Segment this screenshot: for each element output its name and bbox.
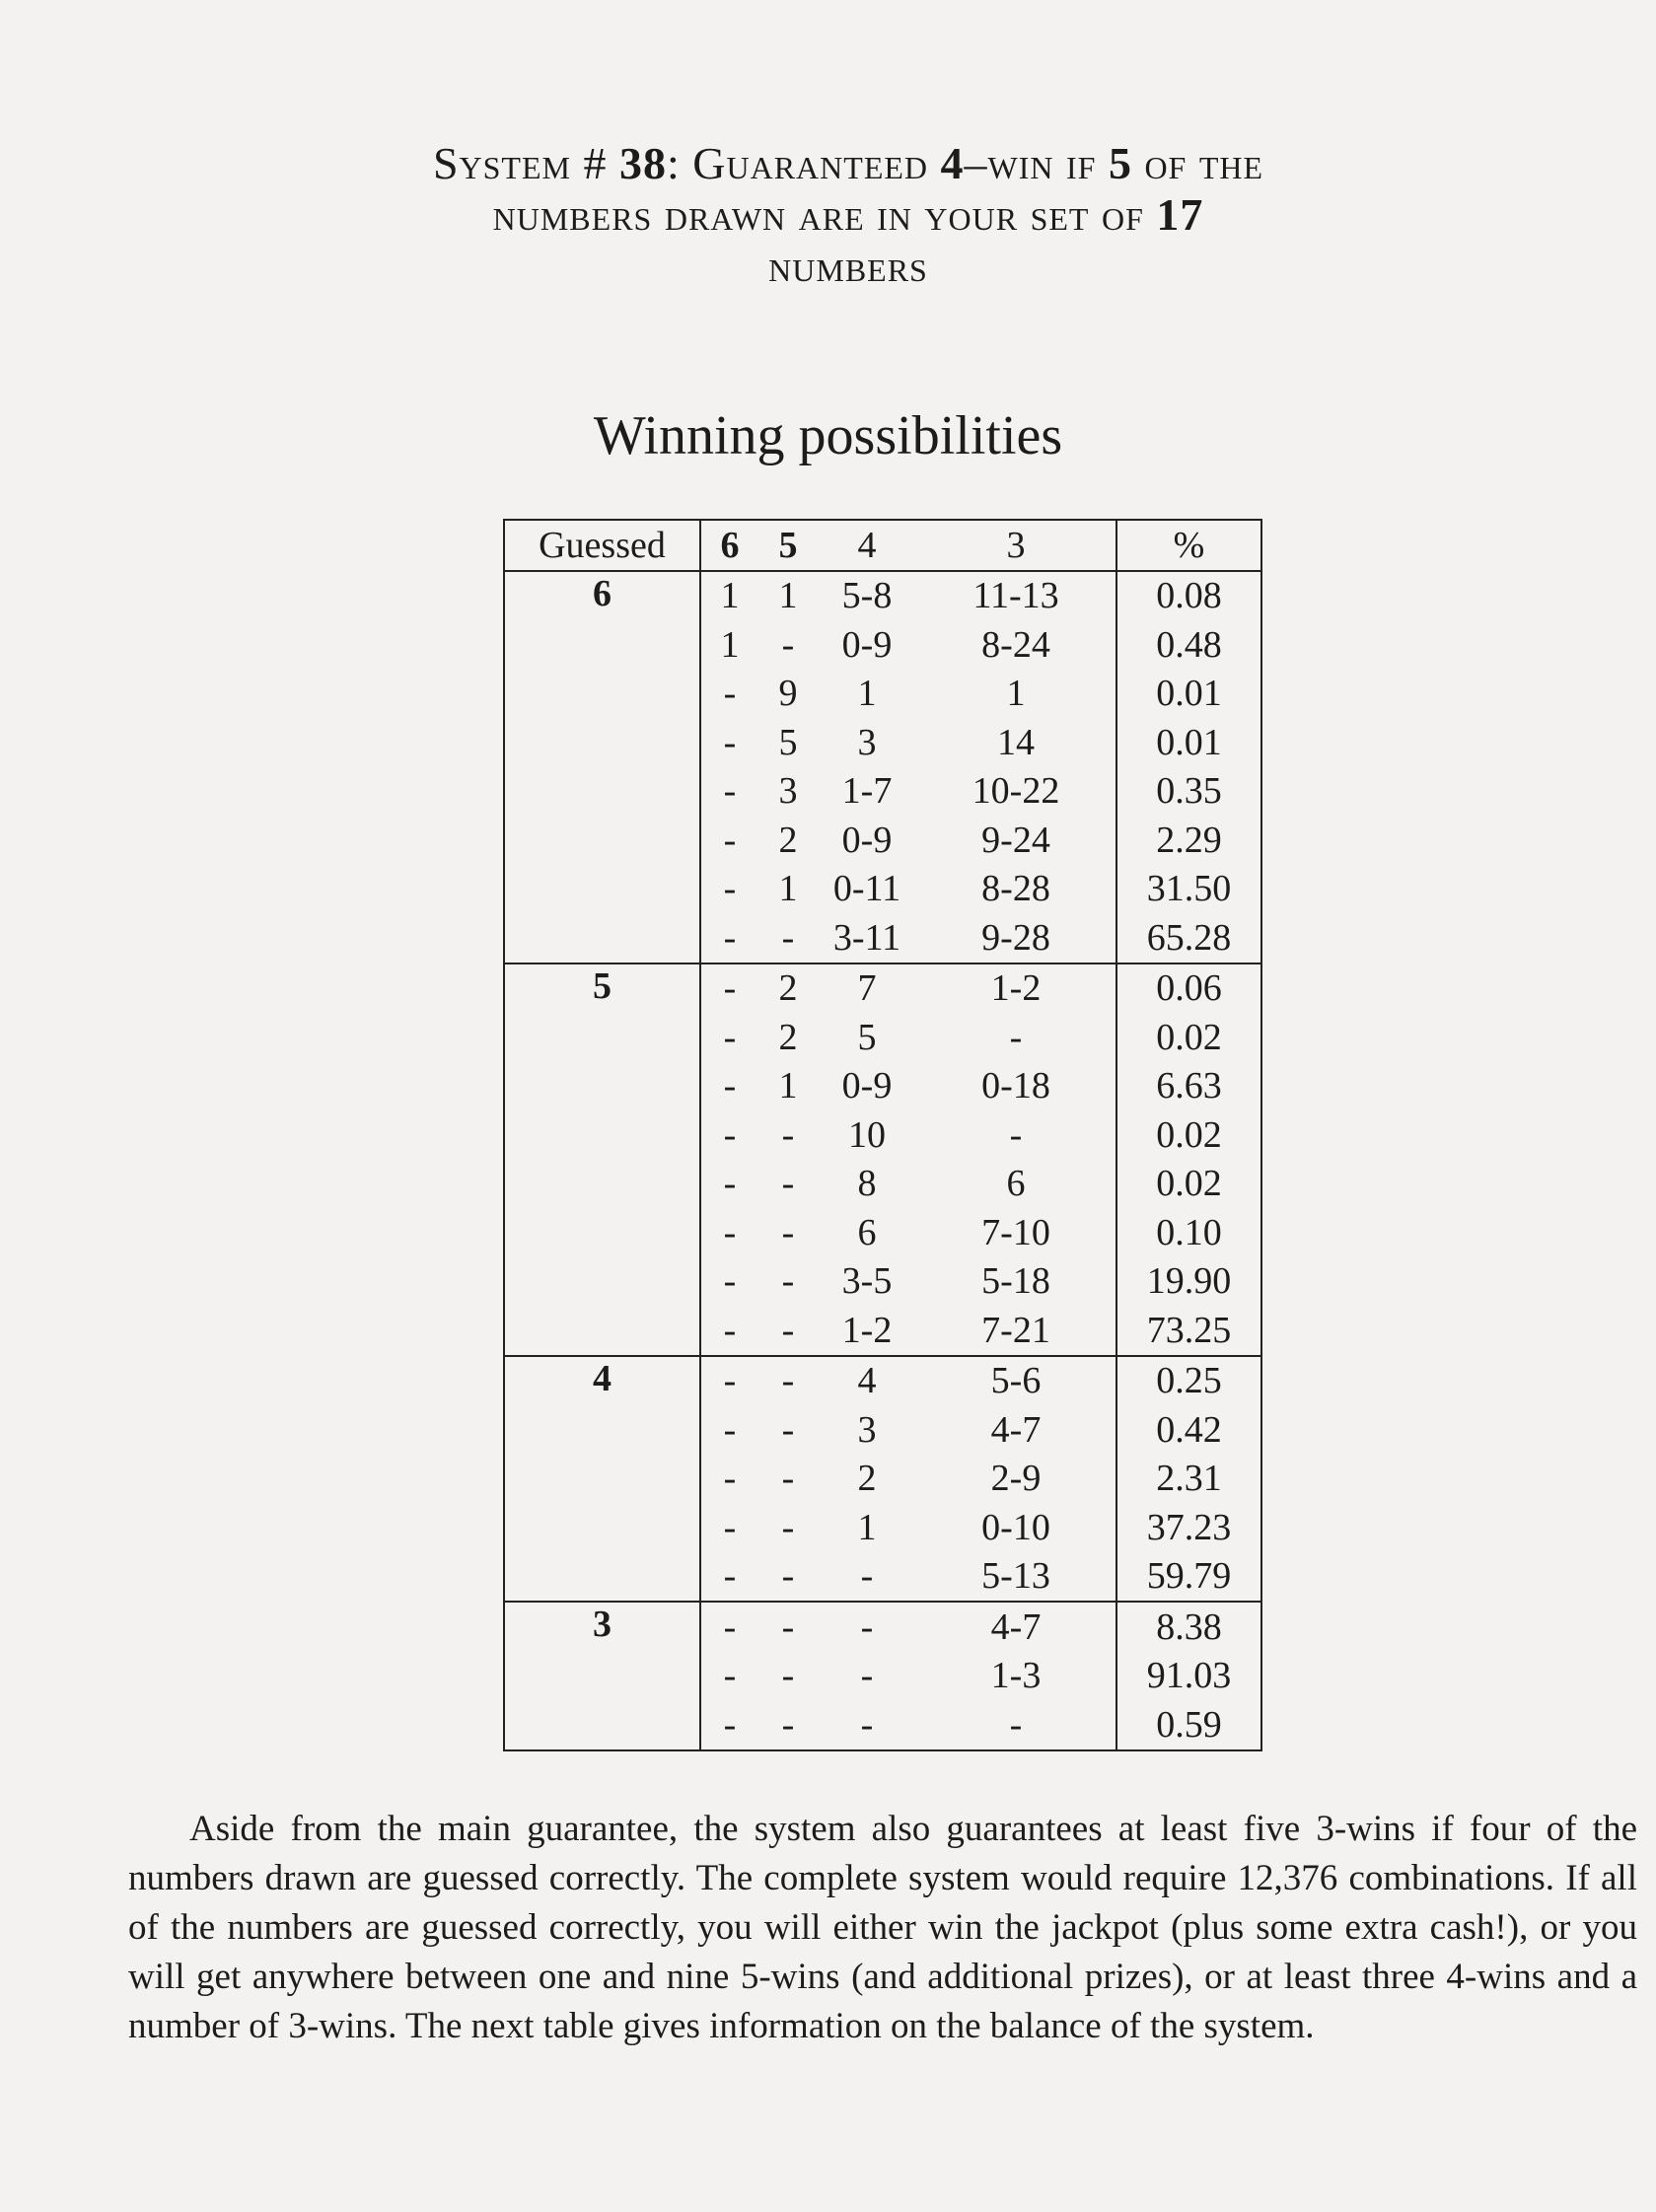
cell-4: 10 <box>848 1113 886 1156</box>
cell-5: - <box>781 1309 795 1351</box>
cell-4: 3-11 <box>832 916 901 959</box>
table-row <box>504 816 1261 865</box>
cell-guessed <box>504 620 700 670</box>
heading-line-1 <box>148 138 1548 189</box>
header-percent: % <box>1116 520 1261 571</box>
cell-3: 8-24 <box>981 623 1050 666</box>
cell-6: - <box>723 1163 737 1205</box>
cell-percent: 65.28 <box>1116 913 1261 963</box>
cell-5: 2 <box>778 819 798 861</box>
cell-percent: 19.90 <box>1116 1257 1261 1307</box>
header-4: 4 <box>818 520 916 571</box>
cell-guessed <box>504 1552 700 1603</box>
cell-4: 3-5 <box>841 1260 893 1303</box>
cell-percent: 0.02 <box>1116 1013 1261 1062</box>
table-row <box>504 1405 1261 1455</box>
cell-percent: 0.35 <box>1116 767 1261 817</box>
cell-4: 3 <box>857 721 877 763</box>
cell-3: - <box>1009 1113 1023 1156</box>
cell-5: 2 <box>758 963 818 1014</box>
cell-percent: 0.25 <box>1116 1356 1261 1406</box>
cell-4: 8 <box>857 1163 877 1205</box>
cell-guessed <box>504 1013 700 1062</box>
cell-4: 7 <box>818 963 916 1014</box>
table-row <box>504 767 1261 817</box>
cell-6: - <box>723 1016 737 1058</box>
cell-3: 6 <box>1006 1163 1026 1205</box>
cell-6: - <box>723 1260 737 1303</box>
table-header-row <box>504 520 1261 571</box>
cell-guessed <box>504 816 700 865</box>
cell-percent: 0.01 <box>1116 718 1261 767</box>
cell-percent: 0.08 <box>1116 571 1261 621</box>
cell-6: - <box>700 1356 758 1406</box>
table-row <box>504 1455 1261 1504</box>
cell-3: 4-7 <box>990 1408 1042 1451</box>
cell-guessed <box>504 1257 700 1307</box>
cell-percent: 0.01 <box>1116 670 1261 719</box>
cell-guessed: 5 <box>504 963 700 1014</box>
heading-text: numbers drawn are in your set of <box>492 189 1157 240</box>
heading-text: : Guaranteed <box>666 138 941 188</box>
cell-5: - <box>758 1602 818 1652</box>
cell-percent: 0.48 <box>1116 620 1261 670</box>
cell-6: - <box>723 1309 737 1351</box>
cell-3: 9-28 <box>981 916 1050 959</box>
table-row <box>504 963 1261 1014</box>
cell-6: - <box>700 1602 758 1652</box>
cell-3: - <box>916 1700 1116 1750</box>
cell-percent: 0.10 <box>1116 1208 1261 1257</box>
cell-percent: 6.63 <box>1116 1062 1261 1111</box>
cell-5: - <box>781 1458 795 1500</box>
heading-line-2 <box>148 189 1548 241</box>
cell-3: 7-10 <box>981 1211 1050 1253</box>
table-group <box>504 571 1261 963</box>
cell-guessed <box>504 1306 700 1356</box>
cell-3: 7-21 <box>981 1309 1050 1351</box>
cell-5: - <box>758 1356 818 1406</box>
cell-5: - <box>781 1655 795 1697</box>
cell-3: 2-9 <box>990 1458 1042 1500</box>
cell-3: 1-3 <box>990 1655 1042 1697</box>
cell-percent: 0.02 <box>1116 1110 1261 1160</box>
cell-6: - <box>700 963 758 1014</box>
heading-text: –win if <box>964 138 1109 188</box>
cell-6: - <box>723 916 737 959</box>
table-row <box>504 1160 1261 1209</box>
table-row <box>504 620 1261 670</box>
heading-line-3: numbers <box>768 241 928 291</box>
table-row <box>504 1652 1261 1701</box>
cell-5: 1 <box>778 868 798 910</box>
cell-5: - <box>781 1211 795 1253</box>
cell-5: - <box>781 1113 795 1156</box>
cell-guessed <box>504 1503 700 1552</box>
cell-guessed <box>504 767 700 817</box>
win-number: 4 <box>940 138 965 188</box>
cell-3: 5-6 <box>916 1356 1116 1406</box>
cell-6: - <box>723 673 737 715</box>
cell-percent: 31.50 <box>1116 865 1261 914</box>
cell-6: - <box>700 1700 758 1750</box>
cell-3: 10-22 <box>972 770 1060 813</box>
cell-percent: 2.31 <box>1116 1455 1261 1504</box>
cell-5: - <box>781 1506 795 1548</box>
cell-6: - <box>723 1113 737 1156</box>
table-row <box>504 1602 1261 1652</box>
table-row <box>504 1208 1261 1257</box>
cell-percent: 0.06 <box>1116 963 1261 1014</box>
table-group <box>504 1356 1261 1603</box>
cell-3: 14 <box>997 721 1035 763</box>
cell-6: - <box>723 1211 737 1253</box>
cell-percent: 37.23 <box>1116 1503 1261 1552</box>
cell-4: 0-9 <box>841 819 893 861</box>
table-row <box>504 1552 1261 1603</box>
table-row <box>504 670 1261 719</box>
cell-4: - <box>860 1555 874 1598</box>
cell-6: - <box>723 1506 737 1548</box>
cell-guessed <box>504 1062 700 1111</box>
cell-percent: 0.59 <box>1116 1700 1261 1750</box>
cell-percent: 8.38 <box>1116 1602 1261 1652</box>
cell-guessed <box>504 718 700 767</box>
cell-guessed <box>504 1455 700 1504</box>
table-row <box>504 1700 1261 1750</box>
table-row <box>504 865 1261 914</box>
cell-6: - <box>723 1655 737 1697</box>
table-row <box>504 571 1261 621</box>
table-group <box>504 1602 1261 1750</box>
cell-4: 4 <box>818 1356 916 1406</box>
cell-guessed <box>504 913 700 963</box>
heading-text: System # <box>432 138 619 188</box>
cell-4: 0-9 <box>841 623 893 666</box>
cell-6: - <box>723 819 737 861</box>
cell-5: - <box>758 1700 818 1750</box>
cell-percent: 0.42 <box>1116 1405 1261 1455</box>
cell-3: 4-7 <box>916 1602 1116 1652</box>
cell-6: - <box>723 1458 737 1500</box>
cell-3: 1 <box>1006 673 1026 715</box>
cell-4: 0-11 <box>832 868 901 910</box>
cell-guessed <box>504 865 700 914</box>
cell-4: 1 <box>857 1506 877 1548</box>
cell-3: 1-2 <box>916 963 1116 1014</box>
cell-3: 0-10 <box>981 1506 1050 1548</box>
cell-percent: 0.02 <box>1116 1160 1261 1209</box>
cell-5: 3 <box>778 770 798 813</box>
cell-4: 0-9 <box>841 1065 893 1107</box>
cell-5: - <box>781 623 795 666</box>
cell-percent: 59.79 <box>1116 1552 1261 1603</box>
cell-4: - <box>860 1655 874 1697</box>
cell-5: - <box>781 916 795 959</box>
cell-percent: 91.03 <box>1116 1652 1261 1701</box>
system-number: 38 <box>618 138 667 188</box>
cell-guessed <box>504 1110 700 1160</box>
table-row <box>504 1062 1261 1111</box>
cell-guessed: 3 <box>504 1602 700 1652</box>
header-guessed: Guessed <box>504 520 700 571</box>
header-6: 6 <box>700 520 758 571</box>
cell-6: - <box>723 1555 737 1598</box>
cell-5: 5 <box>778 721 798 763</box>
cell-5: 1 <box>778 1065 798 1107</box>
table-title: Winning possibilities <box>593 405 1063 466</box>
cell-4: 1-2 <box>841 1309 893 1351</box>
cell-6: - <box>723 1065 737 1107</box>
winning-possibilities-table <box>503 519 1262 1751</box>
table-row <box>504 1013 1261 1062</box>
cell-3: 5-18 <box>981 1260 1050 1303</box>
cell-5: - <box>781 1408 795 1451</box>
table-row <box>504 1110 1261 1160</box>
cell-4: - <box>818 1700 916 1750</box>
page-heading <box>148 138 1548 292</box>
cell-percent: 2.29 <box>1116 816 1261 865</box>
header-3: 3 <box>916 520 1116 571</box>
cell-6: 1 <box>720 623 740 666</box>
table-row <box>504 913 1261 963</box>
cell-4: 5-8 <box>818 571 916 621</box>
cell-3: 9-24 <box>981 819 1050 861</box>
cell-4: - <box>818 1602 916 1652</box>
cell-5: 1 <box>758 571 818 621</box>
cell-3: 0-18 <box>981 1065 1050 1107</box>
heading-text: of the <box>1131 138 1264 188</box>
cell-guessed <box>504 1208 700 1257</box>
table-row <box>504 1306 1261 1356</box>
table-row <box>504 1503 1261 1552</box>
cell-5: 9 <box>778 673 798 715</box>
cell-4: 5 <box>857 1016 877 1058</box>
cell-4: 2 <box>857 1458 877 1500</box>
cell-guessed <box>504 670 700 719</box>
cell-5: - <box>781 1260 795 1303</box>
header-5: 5 <box>758 520 818 571</box>
drawn-number: 5 <box>1108 138 1132 188</box>
table-row <box>504 1356 1261 1406</box>
cell-6: - <box>723 868 737 910</box>
cell-6: - <box>723 770 737 813</box>
cell-4: 1 <box>857 673 877 715</box>
cell-6: 1 <box>700 571 758 621</box>
cell-guessed <box>504 1652 700 1701</box>
cell-5: 2 <box>778 1016 798 1058</box>
cell-3: - <box>1009 1016 1023 1058</box>
body-paragraph: Aside from the main guarantee, the system also guarantees at least five 3-wins if four of the numbers drawn are guessed correctly. The complete system would require 12,376 combinations. If all of the numbers are guessed correctly, you will either win the jackpot (plus some extra cash!), or you will get anywhere between one and nine 5-wins (and additional prizes), or at least three 4-wins and a number of 3-wins. The next table gives information on the balance of the system. <box>128 1809 1637 2046</box>
cell-guessed <box>504 1160 700 1209</box>
cell-guessed <box>504 1405 700 1455</box>
set-size-number: 17 <box>1156 189 1204 240</box>
cell-3: 8-28 <box>981 868 1050 910</box>
table-group <box>504 963 1261 1356</box>
cell-4: 3 <box>857 1408 877 1451</box>
cell-6: - <box>723 721 737 763</box>
cell-3: 11-13 <box>916 571 1116 621</box>
cell-4: 6 <box>857 1211 877 1253</box>
table-row <box>504 718 1261 767</box>
cell-4: 1-7 <box>841 770 893 813</box>
cell-guessed: 6 <box>504 571 700 621</box>
cell-3: 5-13 <box>981 1555 1050 1598</box>
cell-6: - <box>723 1408 737 1451</box>
cell-guessed: 4 <box>504 1356 700 1406</box>
cell-5: - <box>781 1555 795 1598</box>
cell-percent: 73.25 <box>1116 1306 1261 1356</box>
table-row <box>504 1257 1261 1307</box>
cell-5: - <box>781 1163 795 1205</box>
cell-guessed <box>504 1700 700 1750</box>
